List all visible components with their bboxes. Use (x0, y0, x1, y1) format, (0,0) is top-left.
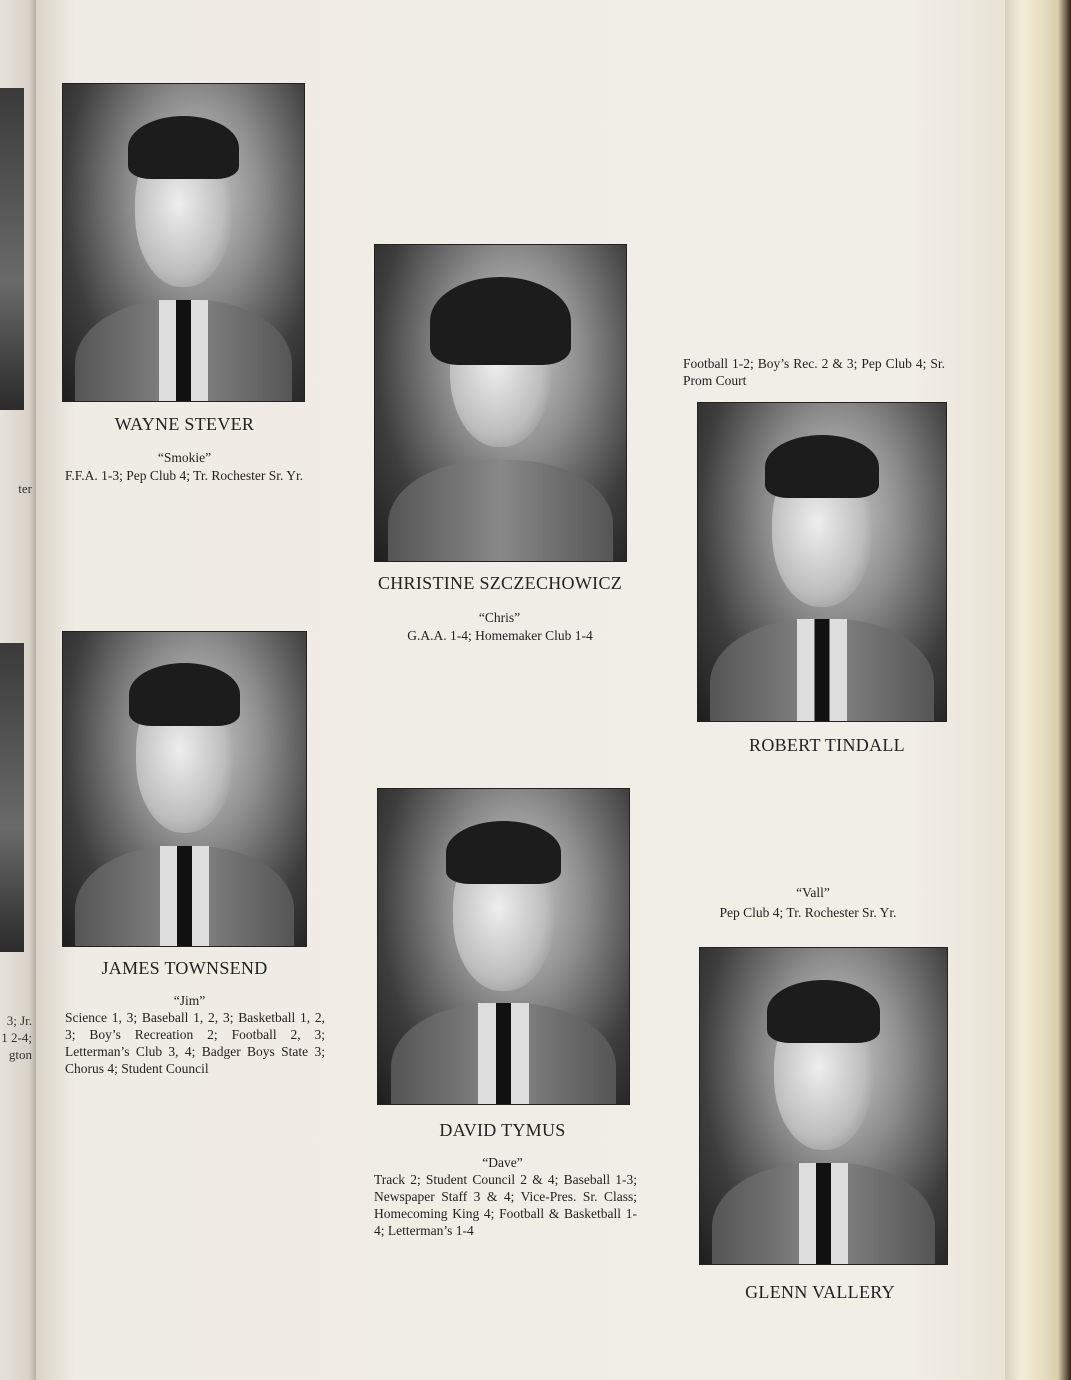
student-activities: Football 1-2; Boy’s Rec. 2 & 3; Pep Club 4; Sr. Prom Court (683, 356, 945, 388)
student-name: DAVID TYMUS (439, 1120, 566, 1140)
student-name: ROBERT TINDALL (749, 735, 905, 755)
student-name: WAYNE STEVER (114, 414, 255, 434)
student-name: JAMES TOWNSEND (101, 958, 268, 978)
book-binding (1005, 0, 1071, 1380)
student-name: CHRISTINE SZCZECHOWICZ (377, 573, 623, 593)
portrait-photo-james-townsend (62, 631, 307, 947)
student-nickname: “Chris” (478, 610, 521, 625)
student-activities: Science 1, 3; Baseball 1, 2, 3; Basketball 1, 2, 3; Boy’s Recreation 2; Football 2, 3; Letterman’s Club 3, 4; Badger Boys State 3; Chorus 4; Student Council (65, 1010, 325, 1076)
student-nickname: “Jim” (173, 993, 206, 1008)
student-nickname: “Smokie” (157, 450, 212, 465)
facing-page-edge (0, 0, 36, 1380)
facing-page-photo (0, 88, 24, 410)
facing-page-text: 3; Jr. 1 2-4; gton (1, 1013, 32, 1062)
portrait-photo-glenn-vallery (699, 947, 948, 1265)
student-activities: Track 2; Student Council 2 & 4; Baseball 1-3; Newspaper Staff 3 & 4; Vice-Pres. Sr. Class; Homecoming King 4; Football & Basketball 1-4; Letterman’s 1-4 (374, 1172, 637, 1238)
student-activities: Pep Club 4; Tr. Rochester Sr. Yr. (719, 905, 897, 920)
facing-page-text: ter (18, 481, 32, 496)
student-activities: G.A.A. 1-4; Homemaker Club 1-4 (407, 628, 593, 643)
student-name: GLENN VALLERY (745, 1282, 895, 1302)
facing-page-photo (0, 643, 24, 952)
portrait-photo-robert-tindall (697, 402, 947, 722)
portrait-photo-wayne-stever (62, 83, 305, 402)
portrait-photo-christine-szczechowicz (374, 244, 627, 562)
student-nickname: “Dave” (482, 1155, 523, 1170)
student-activities: F.F.A. 1-3; Pep Club 4; Tr. Rochester Sr. Yr. (65, 468, 304, 483)
portrait-photo-david-tymus (377, 788, 630, 1105)
student-nickname: “Vall” (796, 885, 830, 900)
